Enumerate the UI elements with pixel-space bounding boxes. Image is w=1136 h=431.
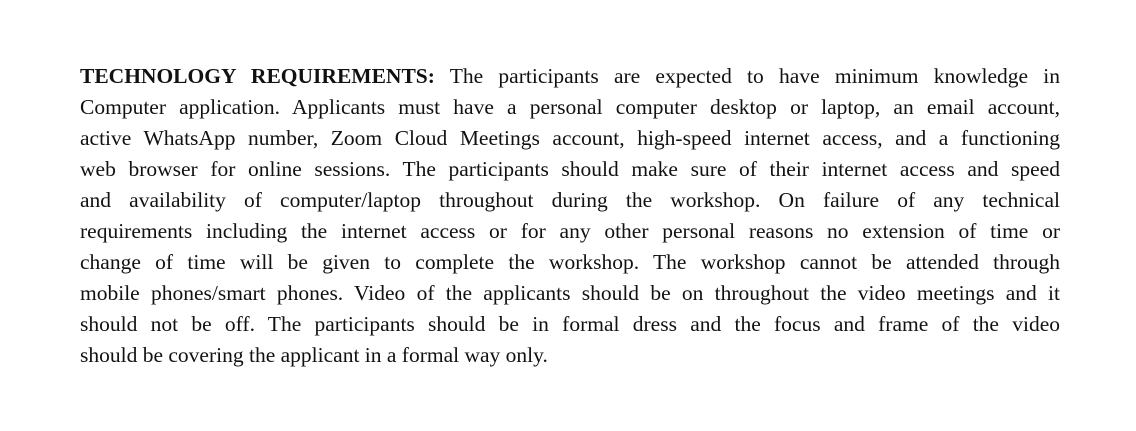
paragraph-line-3: active WhatsApp number, Zoom Cloud Meetings account, high-speed internet access, and a functioning (80, 126, 1060, 150)
technology-requirements-paragraph (80, 61, 1060, 371)
paragraph-line-8: mobile phones/smart phones. Video of the applicants should be on throughout the video meetings and it (80, 281, 1060, 305)
paragraph-line-6: requirements including the internet access or for any other personal reasons no extension of time or (80, 219, 1060, 243)
document-page (80, 61, 1060, 371)
paragraph-line-7: change of time will be given to complete the workshop. The workshop cannot be attended through (80, 250, 1060, 274)
paragraph-text: The participants are expected to have minimum knowledge in (434, 64, 1060, 88)
paragraph-line-5: and availability of computer/laptop throughout during the workshop. On failure of any technical (80, 188, 1060, 212)
section-heading: TECHNOLOGY REQUIREMENTS: (80, 64, 435, 88)
paragraph-line-9: should not be off. The participants should be in formal dress and the focus and frame of the video (80, 312, 1060, 336)
paragraph-line-2: Computer application. Applicants must have a personal computer desktop or laptop, an email account, (80, 95, 1060, 119)
paragraph-line-10: should be covering the applicant in a formal way only. (80, 343, 548, 367)
paragraph-line-4: web browser for online sessions. The participants should make sure of their internet access and speed (80, 157, 1060, 181)
paragraph-line-1 (80, 61, 1060, 92)
